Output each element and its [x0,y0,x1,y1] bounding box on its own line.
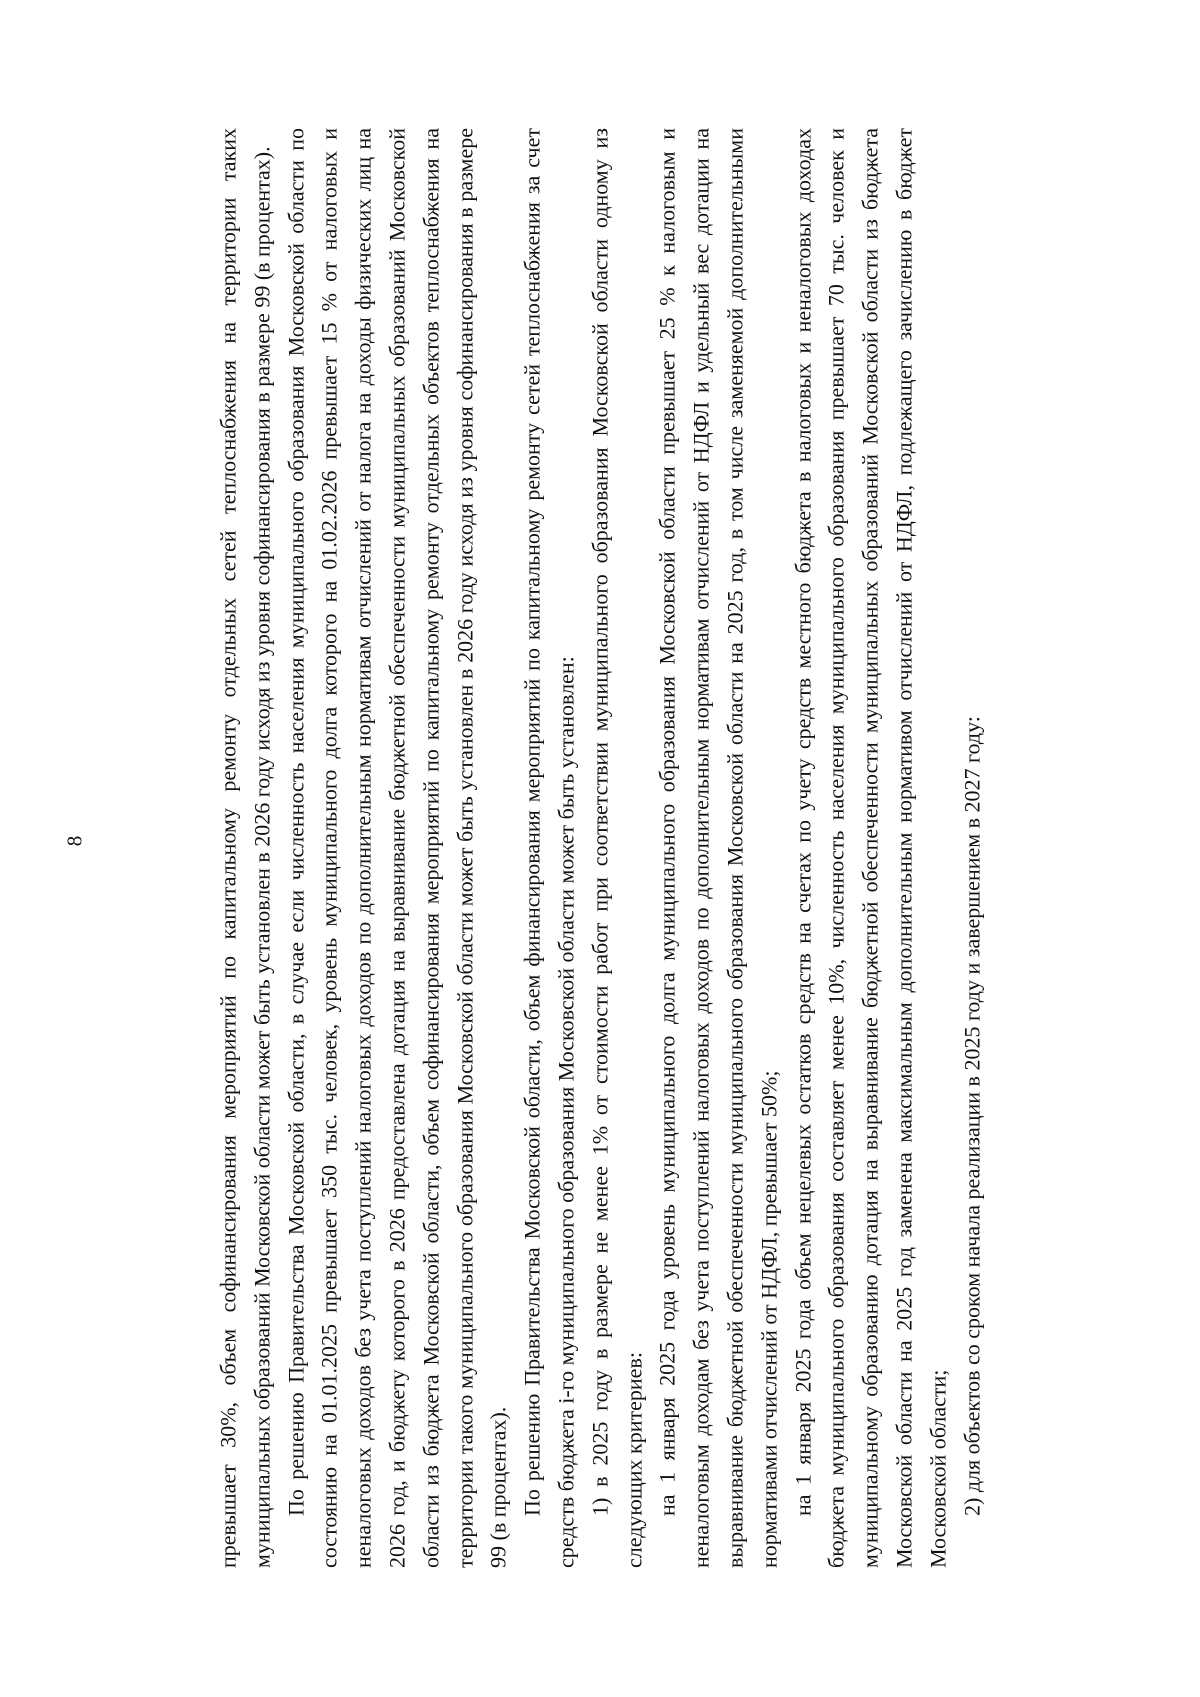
paragraph-criterion-balances: на 1 января 2025 года объем нецелевых остатков средств на счетах по учету средств местного бюджета в налоговых и неналоговых доходах бюджета муниципального образования составляет менее 10%, численность населения муниципального образования превышает 70 тыс. человек и муниципальному образованию дотация на выравнивание бюджетной обеспеченности муниципальных образований Московской области из бюджета Московской области на 2025 год заменена максимальным дополнительным нормативом отчислений от НДФЛ, подлежащего зачислению в бюджет Московской области; [789,128,951,1568]
paragraph-government-decision-financing: По решению Правительства Московской области, объем финансирования мероприятий по капитальному ремонту сетей теплоснабжения за счет средств бюджета i-го муниципального образования Московской области может быть установлен: [519,128,579,1568]
page-number: 8 [62,835,87,847]
paragraph-item-1: 1) в 2025 году в размере не менее 1% от стоимости работ при соответствии муниципального образования Московской области одному из следующих критериев: [587,128,646,1568]
paragraph-government-decision-population: По решению Правительства Московской области, в случае если численность населения муниципального образования Московской области по состоянию на 01.01.2025 превышает 350 тыс. человек, уровень муниципального долга которого на 01.02.2026 превышает 15 % от налоговых и неналоговых доходов без учета поступлений налоговых доходов по дополнительным нормативам отчислений от налога на доходы физических лиц на 2026 год, и бюджету которого в 2026 предоставлена дотация на выравнивание бюджетной обеспеченности муниципальных образований Московской области из бюджета Московской области, объем софинансирования мероприятий по капитальному ремонту отдельных объектов теплоснабжения на территории такого муниципального образования Московской области может быть установлен в 2026 году исходя из уровня софинансирования в размере 99 (в процентах). [282,128,511,1568]
document-body [211,128,988,1568]
paragraph-item-2: 2) для объектов со сроком начала реализации в 2025 году и завершением в 2027 году: [958,716,984,1516]
paragraph-criterion-debt: на 1 января 2025 года уровень муниципального долга муниципального образования Московской области превышает 25 % к налоговым и неналоговым доходам без учета поступлений налоговых доходов по дополнительным нормативам отчислений от НДФЛ и удельный вес дотации на выравнивание бюджетной обеспеченности муниципального образования Московской области на 2025 год, в том числе заменяемой дополнительными нормативами отчислений от НДФЛ, превышает 50%; [654,128,782,1568]
paragraph-continuation: превышает 30%, объем софинансирования мероприятий по капитальному ремонту отдельных сетей теплоснабжения на территории таких муниципальных образований Московской области может быть установлен в 2026 году исходя из уровня софинансирования в размере 99 (в процентах). [215,128,275,1568]
